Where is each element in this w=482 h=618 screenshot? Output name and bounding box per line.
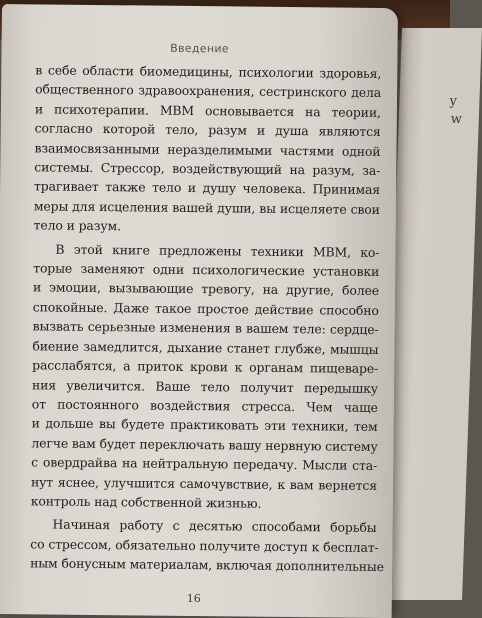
running-header: Введение bbox=[170, 41, 229, 56]
paragraph-1 bbox=[34, 60, 382, 238]
text-line: меры для исцеления вашей души, вы исцеляете свои bbox=[33, 198, 380, 217]
paragraph-3 bbox=[30, 515, 385, 577]
text-line: спокойные. Даже такое простое действие способно bbox=[32, 299, 379, 318]
text-line: и эмоции, вызывающие тревогу, на другие, более bbox=[32, 279, 380, 299]
right-page-fragment: w bbox=[450, 112, 463, 127]
text-line: ным бонусным материалам, включая дополнительные bbox=[30, 555, 385, 575]
text-line: контроль над собственной жизнью. bbox=[30, 493, 262, 511]
right-page-edge bbox=[382, 28, 482, 600]
book-page bbox=[0, 4, 398, 618]
body-text bbox=[30, 60, 385, 576]
right-page-fragment: у bbox=[449, 94, 458, 109]
paragraph-2 bbox=[31, 239, 380, 514]
text-line: со стрессом, обязательно получите доступ к бесплат- bbox=[30, 536, 379, 555]
text-line: вызвать серьезные изменения в вашем теле: сердце- bbox=[32, 318, 379, 338]
text-line: легче вам будет переключать вашу нервную систему bbox=[31, 435, 378, 454]
text-line: и психотерапии. МВМ основывается на теории, bbox=[34, 101, 381, 120]
text-line: В этой книге предложены техники МВМ, ко- bbox=[55, 241, 380, 260]
text-line: расслабятся, а приток крови к органам пищеваре- bbox=[32, 357, 379, 377]
text-line: ния увеличится. Ваше тело получит передышку bbox=[31, 376, 379, 396]
text-line: согласно которой тело, разум и душа являются bbox=[34, 120, 381, 140]
text-line: взаимосвязанными неразделимыми частями одной bbox=[34, 139, 381, 159]
text-line: Начиная работу с десятью способами борьбы bbox=[52, 516, 377, 536]
text-line: с овердрайва на нейтральную передачу. Мысли ста- bbox=[31, 454, 378, 474]
text-line: нут яснее, улучшится самочувствие, к вам вернется bbox=[30, 473, 378, 493]
text-line: трагивает также тело и душу человека. Принимая bbox=[34, 178, 381, 198]
text-line: биение замедлится, дыхание станет глубже, мышцы bbox=[32, 338, 379, 357]
text-line: тело и разум. bbox=[33, 217, 122, 234]
text-line: общественного здравоохранения, сестринского дела bbox=[35, 81, 382, 101]
text-line: торые заменяют одни психологические установки bbox=[33, 260, 380, 280]
page-number: 16 bbox=[186, 591, 201, 606]
text-line: в себе области биомедицины, психологии здоровья, bbox=[35, 62, 382, 81]
text-line: и дольше вы будете практиковать эти техники, тем bbox=[31, 415, 378, 435]
text-line: системы. Стрессор, воздействующий на разум, за- bbox=[34, 159, 381, 179]
text-line: от постоянного воздействия стресса. Чем чаще bbox=[31, 396, 378, 415]
